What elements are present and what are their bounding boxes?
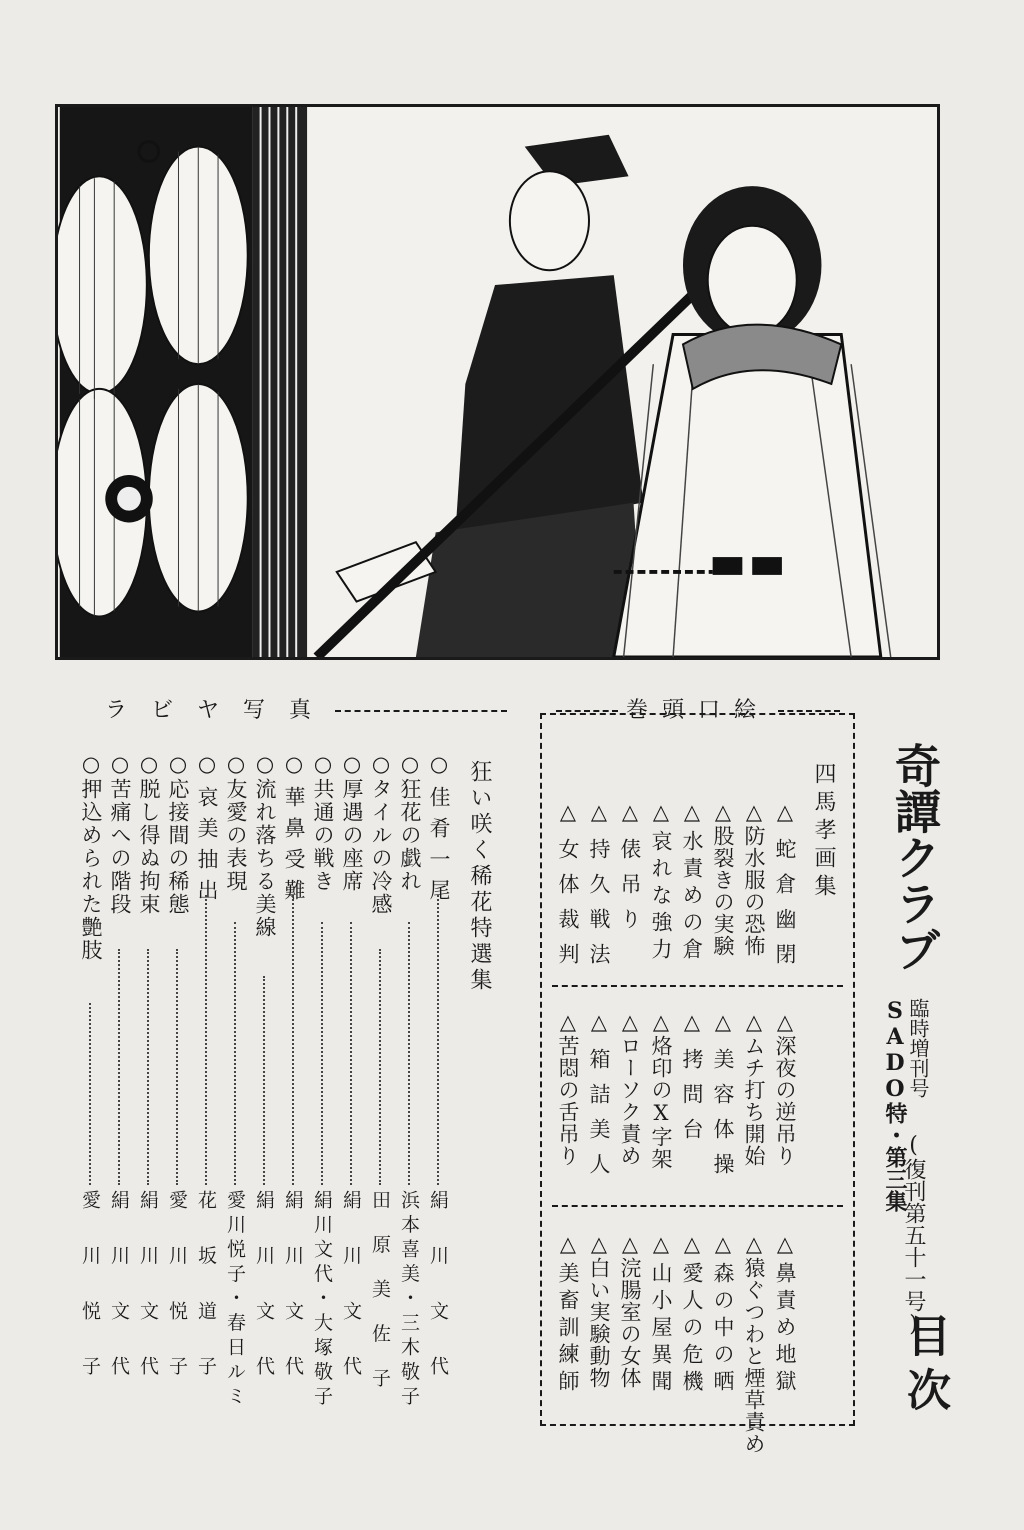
photo-entry-title: ○狂花の戯れ [398, 752, 422, 893]
photo-entry-title: ○タイルの冷感 [369, 752, 393, 916]
frontispiece-item: △山小屋異聞 [649, 1232, 673, 1397]
frontispiece-item: △愛人の危機 [680, 1232, 704, 1397]
illustration-drawing [58, 107, 937, 657]
frontispiece-item: △箱詰美人 [587, 1010, 611, 1188]
leader-dots [234, 922, 236, 1185]
frontispiece-item: △猿ぐつわと煙草責め [742, 1232, 766, 1455]
photo-entry-title: ○流れ落ちる美線 [253, 752, 277, 939]
leader-dots [321, 922, 323, 1185]
leader-dots [147, 949, 149, 1185]
leader-dots [350, 922, 352, 1185]
photo-entry-title: ○脱し得ぬ拘束 [137, 752, 161, 916]
photo-entry-credit: 絹川文代 [427, 1190, 449, 1405]
frontispiece-item: △鼻責め地獄 [773, 1232, 797, 1397]
photo-entry-title: ○哀美抽出 [195, 752, 219, 910]
photo-entry-title: ○友愛の表現 [224, 752, 248, 893]
photo-heading-row [105, 700, 515, 722]
leader-dots [379, 949, 381, 1185]
leader-dots [118, 949, 120, 1185]
photo-entry-title: ○苦痛への階段 [108, 752, 132, 916]
photo-entry-credit: 田原美佐子 [369, 1190, 391, 1405]
photo-entry-title: ○厚遇の座席 [340, 752, 364, 893]
frontispiece-item: △美容体操 [711, 1010, 735, 1188]
photo-entry-credit: 愛川悦子・春日ルミ [224, 1190, 246, 1405]
frontispiece-item: △持久戦法 [587, 800, 611, 978]
frontispiece-item: △蛇倉幽閉 [773, 800, 797, 978]
leader-dots [263, 976, 265, 1185]
photo-entry-credit: 浜本喜美・三木敬子 [398, 1190, 420, 1405]
photo-entry-credit: 愛川悦子 [79, 1190, 101, 1405]
issue-note-1: 臨時増刊号 [906, 998, 930, 1098]
photo-entry-title: ○押込められた艶肢 [79, 752, 103, 962]
photo-entry-credit: 絹川文代 [253, 1190, 275, 1405]
frontispiece-item: △俵吊り [618, 800, 642, 943]
leader-dots [205, 895, 207, 1185]
photo-entry-credit: 絹川文代 [137, 1190, 159, 1405]
leader-dots [292, 895, 294, 1185]
leader-dots [176, 949, 178, 1185]
photo-entry-title: ○華鼻受難 [282, 752, 306, 910]
photo-entry-title: ○応接間の稀態 [166, 752, 190, 916]
frontispiece-item: △哀れな強力 [649, 800, 673, 965]
frontispiece-item: △白い実験動物 [587, 1232, 611, 1389]
issue-note-2: SADO特・第三集 [882, 998, 908, 1212]
frontispiece-item: △拷問台 [680, 1010, 704, 1153]
frontispiece-item: △防水服の恐怖 [742, 800, 766, 957]
photo-entry-credit: 絹川文代・大塚敬子 [311, 1190, 333, 1405]
photo-entry-credit: 絹川文代 [282, 1190, 304, 1405]
frontispiece-item: △美畜訓練師 [556, 1232, 580, 1397]
frontispiece-item: △水責めの倉 [680, 800, 704, 965]
leader-dots [89, 1003, 91, 1185]
photo-entry-credit: 絹川文代 [108, 1190, 130, 1405]
frontispiece-illustration [55, 104, 940, 660]
leader-dots [408, 922, 410, 1185]
frontispiece-item: △ムチ打ち開始 [742, 1010, 766, 1167]
frontispiece-item: △烙印のX字架 [649, 1010, 673, 1170]
frontispiece-subheading: 四馬孝画集 [811, 762, 836, 902]
frontispiece-item: △深夜の逆吊り [773, 1010, 797, 1167]
photo-entry-title: ○佳肴一尾 [427, 752, 451, 910]
photo-entry-title: ○共通の戦き [311, 752, 335, 893]
leader-dots [437, 895, 439, 1185]
issue-note-3: (復刊第五十一号) [901, 1133, 926, 1337]
frontispiece-item: △股裂きの実験 [711, 800, 735, 957]
frontispiece-item: △ローソク責め [618, 1010, 642, 1167]
magazine-title: 奇譚クラブ [888, 742, 942, 972]
frontispiece-item: △森の中の晒 [711, 1232, 735, 1397]
frontispiece-heading: 巻頭口絵 [626, 698, 771, 723]
frontispiece-item: △浣腸室の女体 [618, 1232, 642, 1389]
photo-entry-credit: 絹川文代 [340, 1190, 362, 1405]
frontispiece-item: △苦悶の舌吊り [556, 1010, 580, 1167]
photo-heading: ラビヤ写真 [105, 698, 336, 723]
photo-subheading: 狂い咲く稀花特選集 [467, 760, 492, 994]
toc-label: 目次 [899, 1313, 950, 1421]
photo-entry-credit: 花坂道子 [195, 1190, 217, 1405]
frontispiece-item: △女体裁判 [556, 800, 580, 978]
photo-entry-credit: 愛川悦子 [166, 1190, 188, 1405]
